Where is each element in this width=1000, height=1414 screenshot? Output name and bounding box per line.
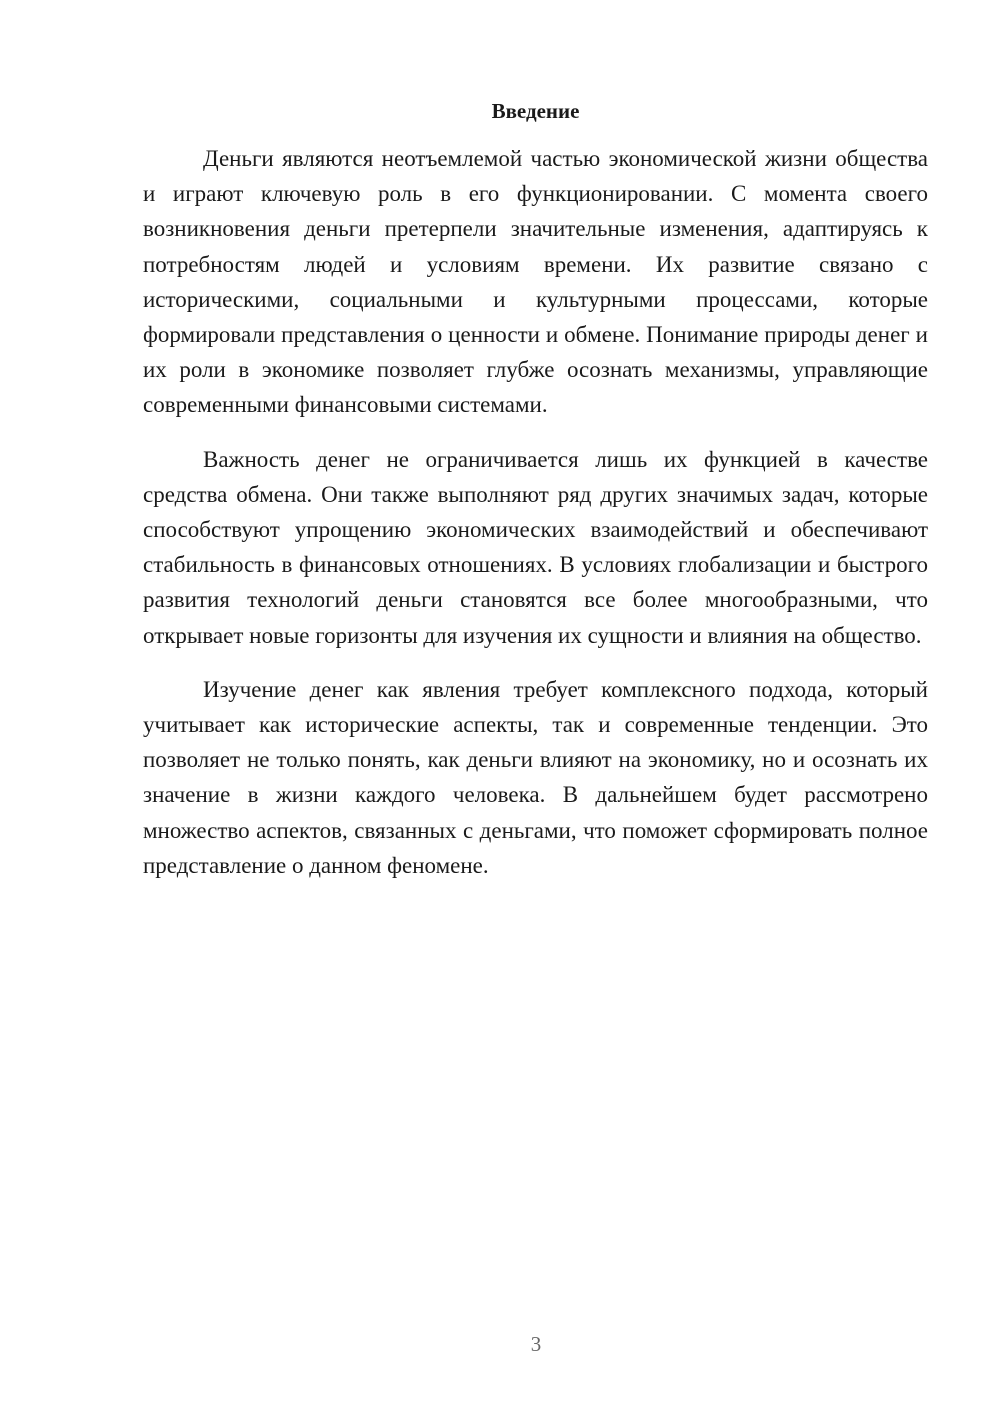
page-number: 3	[530, 1332, 542, 1356]
paragraph: Деньги являются неотъемлемой частью экономической жизни общества и играют ключевую роль в его функционировании. С момента своего возникновения деньги претерпели значительные изменения, адаптируясь к потребностям людей и условиям времени. Их развитие связано с историческими, социальными и культурными процессами, которые формировали представления о ценности и обмене. Понимание природы денег и их роли в экономике позволяет глубже осознать механизмы, управляющие современными финансовыми системами.	[143, 146, 928, 418]
section-title: Введение	[491, 99, 580, 123]
body-text	[143, 141, 928, 902]
paragraph: Важность денег не ограничивается лишь их функцией в качестве средства обмена. Они также выполняют ряд других значимых задач, которые способствуют упрощению экономических взаимодействий и обеспечивают стабильность в финансовых отношениях. В условиях глобализации и быстрого развития технологий деньги становятся все более многообразными, что открывает новые горизонты для изучения их сущности и влияния на общество.	[143, 446, 928, 648]
paragraph: Изучение денег как явления требует комплексного подхода, который учитывает как исторические аспекты, так и современные тенденции. Это позволяет не только понять, как деньги влияют на экономику, но и осознать их значение в жизни каждого человека. В дальнейшем будет рассмотрено множество аспектов, связанных с деньгами, что поможет сформировать полное представление о данном феномене.	[143, 676, 928, 878]
